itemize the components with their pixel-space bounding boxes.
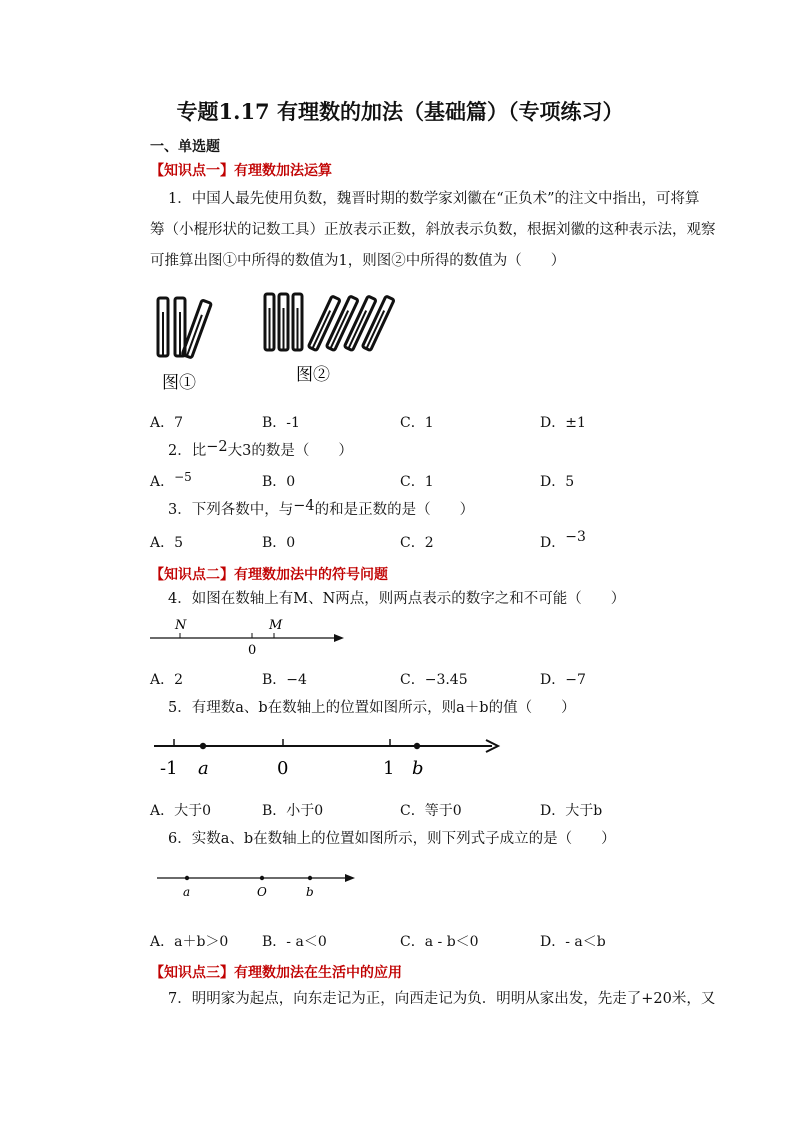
q6-option-b: B．- a＜0	[262, 934, 327, 950]
q5-option-d: D．大于b	[540, 803, 603, 819]
q1-counting-rods-figure	[150, 288, 410, 398]
q1-option-c: C．1	[400, 415, 434, 431]
q5-option-b: B．小于0	[262, 803, 324, 819]
q4-question: 4．如图在数轴上有M、N两点，则两点表示的数字之和不可能（ ）	[168, 591, 626, 607]
q2-option-a-prefix: A．	[150, 474, 175, 490]
q6-label-o: O	[257, 885, 267, 899]
q2-option-a-value: −5	[174, 470, 192, 484]
q1-line3: 可推算出图①中所得的数值为1，则图②中所得的数值为（ ）	[150, 253, 566, 269]
q6-option-a: A．a＋b＞0	[150, 934, 229, 950]
fig2-upright-rods	[265, 294, 302, 350]
q2-option-d: D．5	[540, 474, 575, 490]
q4-option-b: B．−4	[262, 672, 307, 688]
q6-point-b	[308, 876, 312, 880]
q6-label-a: a	[183, 885, 191, 899]
q1-option-d: D．±1	[540, 415, 586, 431]
q5-label-b: b	[412, 758, 424, 778]
q6-point-o	[260, 876, 264, 880]
q3-option-d-prefix: D．	[540, 535, 566, 551]
q3-option-d	[540, 529, 586, 552]
q4-label-n: N	[175, 618, 187, 633]
section-heading: 一、单选题	[150, 139, 220, 155]
fig2-slanted-rods	[308, 296, 394, 351]
q5-label-a: a	[198, 758, 209, 778]
q5-point-a	[200, 743, 206, 749]
q5-question: 5．有理数a、b在数轴上的位置如图所示，则a＋b的值（ ）	[168, 700, 576, 716]
fig1-slanted-rod	[182, 300, 211, 358]
q3-post: 的和是正数的是（ ）	[314, 502, 475, 518]
q6-option-c: C．a - b＜0	[400, 934, 479, 950]
q5-point-b	[414, 743, 420, 749]
q1-line1: 1．中国人最先使用负数，魏晋时期的数学家刘徽在“正负术”的注文中指出，可将算	[168, 191, 700, 207]
q3-number: −4	[293, 498, 315, 514]
q5-tick-zero: 0	[277, 758, 289, 778]
q4-option-d: D．−7	[540, 672, 586, 688]
q3-question	[168, 495, 474, 525]
q2-pre: 2．比	[168, 443, 207, 459]
q1-option-b: B．-1	[262, 415, 300, 431]
q6-option-d: D．- a＜b	[540, 934, 606, 950]
q6-label-b: b	[306, 885, 314, 899]
q5-tick-one: 1	[383, 758, 395, 778]
q2-option-a	[150, 471, 192, 491]
q5-option-a: A．大于0	[150, 803, 212, 819]
q3-pre: 3．下列各数中，与	[168, 502, 294, 518]
q6-question: 6．实数a、b在数轴上的位置如图所示，则下列式子成立的是（ ）	[168, 831, 616, 847]
q4-number-line	[148, 614, 348, 658]
q2-option-c: C．1	[400, 474, 434, 490]
q3-option-b: B．0	[262, 535, 296, 551]
knowledge-point-3: 【知识点三】有理数加法在生活中的应用	[150, 965, 402, 981]
q4-option-a: A．2	[150, 672, 184, 688]
q2-option-b: B．0	[262, 474, 296, 490]
page-title: 专题1.17 有理数的加法（基础篇）（专项练习）	[176, 99, 624, 124]
q4-label-m: M	[269, 618, 283, 633]
q6-point-a	[185, 876, 189, 880]
q3-option-c: C．2	[400, 535, 434, 551]
fig1-upright-rods	[158, 298, 185, 356]
q2-question	[168, 436, 353, 466]
knowledge-point-1: 【知识点一】有理数加法运算	[150, 163, 332, 179]
knowledge-point-2: 【知识点二】有理数加法中的符号问题	[150, 567, 388, 583]
q7-line1: 7．明明家为起点，向东走记为正，向西走记为负．明明从家出发，先走了+20米，又	[168, 991, 716, 1007]
q3-option-d-value: −3	[565, 529, 586, 545]
q2-post: 大3的数是（ ）	[227, 443, 353, 459]
q4-option-c: C．−3.45	[400, 672, 468, 688]
q6-number-line	[155, 866, 365, 902]
q2-number: −2	[206, 439, 228, 455]
q5-option-c: C．等于0	[400, 803, 462, 819]
fig1-label: 图①	[162, 373, 196, 393]
q4-label-zero: 0	[248, 643, 257, 658]
q1-option-a: A．7	[150, 415, 184, 431]
q1-line2: 筹（小棍形状的记数工具）正放表示正数，斜放表示负数，根据刘徽的这种表示法，观察	[150, 222, 716, 238]
q5-number-line	[150, 730, 510, 778]
q5-tick-minus-one: -1	[160, 758, 178, 778]
fig2-label: 图②	[296, 365, 330, 385]
q3-option-a: A．5	[150, 535, 184, 551]
